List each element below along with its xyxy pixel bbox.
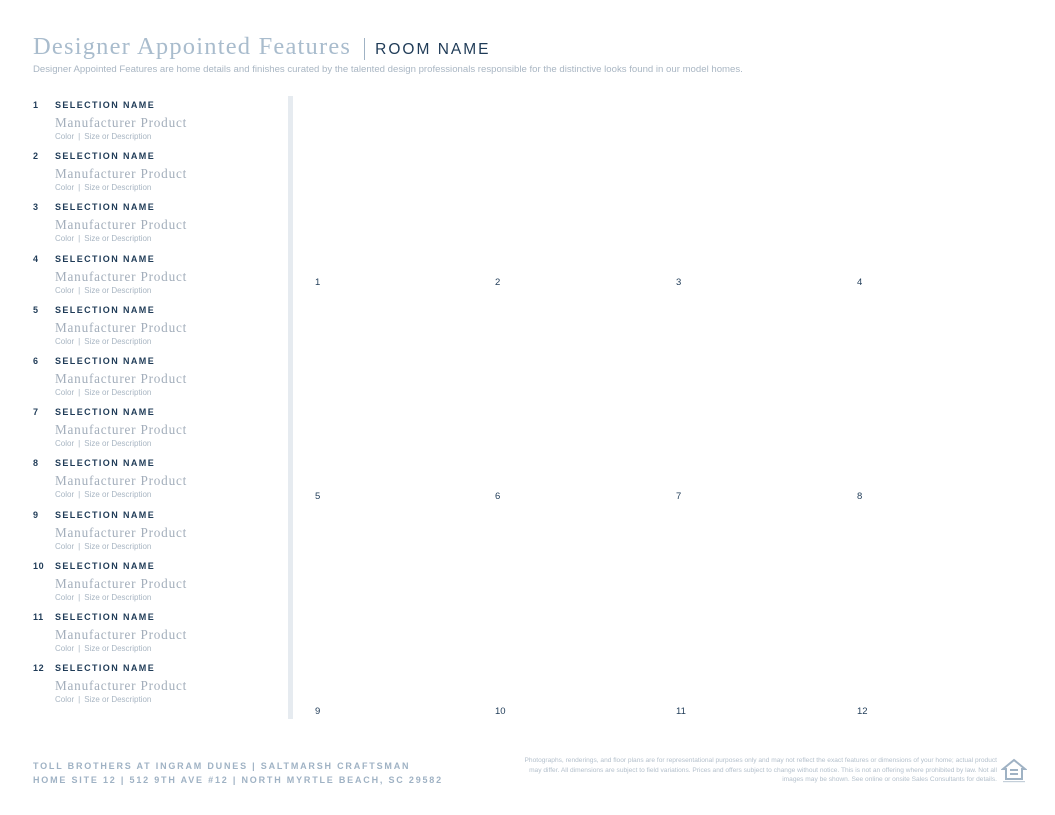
manufacturer-product: Manufacturer Product bbox=[55, 626, 188, 642]
product-color: Color bbox=[55, 592, 75, 602]
product-size: Size or Description bbox=[84, 132, 152, 141]
product-size: Size or Description bbox=[84, 285, 152, 295]
selection-item bbox=[33, 252, 283, 303]
pipe-separator: | bbox=[78, 387, 81, 397]
product-color: Color bbox=[55, 285, 75, 295]
pipe-separator: | bbox=[78, 490, 81, 500]
product-details bbox=[55, 490, 151, 499]
pipe-separator: | bbox=[78, 336, 81, 346]
manufacturer-product: Manufacturer Product bbox=[55, 422, 188, 438]
selection-name: SELECTION NAME bbox=[55, 202, 156, 213]
selection-name: SELECTION NAME bbox=[55, 304, 156, 315]
manufacturer-product: Manufacturer Product bbox=[55, 678, 188, 694]
product-size: Size or Description bbox=[84, 439, 152, 449]
product-color: Color bbox=[55, 643, 75, 653]
product-size: Size or Description bbox=[84, 387, 152, 397]
product-details bbox=[55, 337, 151, 346]
selection-number: 3 bbox=[33, 202, 39, 213]
selection-item bbox=[33, 200, 283, 251]
product-size: Size or Description bbox=[84, 490, 152, 500]
vertical-divider bbox=[288, 96, 293, 719]
page-header bbox=[33, 33, 1023, 75]
selection-number: 1 bbox=[33, 100, 39, 110]
image-slot-number: 12 bbox=[857, 706, 868, 717]
selection-name: SELECTION NAME bbox=[55, 407, 156, 418]
product-details bbox=[55, 286, 151, 295]
pipe-separator: | bbox=[78, 695, 81, 705]
selection-number: 4 bbox=[33, 253, 39, 264]
product-color: Color bbox=[55, 234, 75, 244]
product-color: Color bbox=[55, 336, 75, 346]
selection-name: SELECTION NAME bbox=[55, 100, 156, 110]
product-color: Color bbox=[55, 132, 75, 141]
image-slot-number: 1 bbox=[315, 277, 321, 288]
pipe-separator: | bbox=[78, 132, 81, 141]
selection-list bbox=[33, 98, 283, 712]
selection-number: 7 bbox=[33, 407, 39, 418]
product-size: Size or Description bbox=[84, 643, 152, 653]
selection-number: 9 bbox=[33, 509, 39, 520]
selection-number: 5 bbox=[33, 304, 39, 315]
selection-number: 2 bbox=[33, 151, 39, 162]
manufacturer-product: Manufacturer Product bbox=[55, 473, 188, 489]
manufacturer-product: Manufacturer Product bbox=[55, 268, 188, 284]
title-row bbox=[33, 33, 1023, 61]
selection-name: SELECTION NAME bbox=[55, 560, 156, 571]
selection-item bbox=[33, 559, 283, 610]
manufacturer-product: Manufacturer Product bbox=[55, 370, 188, 386]
selection-item bbox=[33, 508, 283, 559]
product-details bbox=[55, 542, 151, 551]
selection-number: 12 bbox=[33, 663, 45, 674]
image-slot-number: 10 bbox=[495, 706, 506, 717]
selection-item bbox=[33, 610, 283, 661]
page-title: Designer Appointed Features bbox=[33, 33, 352, 60]
image-slot-number: 3 bbox=[676, 277, 682, 288]
product-size: Size or Description bbox=[84, 336, 152, 346]
product-size: Size or Description bbox=[84, 541, 152, 551]
selection-name: SELECTION NAME bbox=[55, 355, 156, 366]
selection-item bbox=[33, 149, 283, 200]
selection-item bbox=[33, 98, 283, 149]
footer-community: TOLL BROTHERS AT INGRAM DUNES | SALTMARSH CRAFTSMAN bbox=[33, 761, 411, 771]
selection-number: 6 bbox=[33, 355, 39, 366]
product-color: Color bbox=[55, 439, 75, 449]
manufacturer-product: Manufacturer Product bbox=[55, 217, 188, 233]
image-slot-number: 6 bbox=[495, 491, 501, 502]
selection-item bbox=[33, 354, 283, 405]
selection-number: 8 bbox=[33, 458, 39, 469]
disclaimer: Photographs, renderings, and floor plans are for representational purposes only and may not reflect the exact features or dimensions of your home; actual product may differ. All dimensions are subject to field variations. Prices and offers subject to change without notice. This is not an offering where prohibited by law. Not all images may be shown. See online or onsite Sales Consultants for details. bbox=[524, 757, 997, 783]
page-subtitle: Designer Appointed Features are home details and finishes curated by the talented design professionals responsible for the distinctive looks found in our model homes. bbox=[33, 64, 743, 75]
pipe-separator: | bbox=[78, 183, 81, 193]
product-color: Color bbox=[55, 183, 75, 193]
pipe-separator: | bbox=[78, 643, 81, 653]
image-slot-number: 9 bbox=[315, 706, 321, 717]
product-details bbox=[55, 439, 151, 448]
room-name: ROOM NAME bbox=[375, 41, 491, 58]
product-details bbox=[55, 593, 151, 602]
product-color: Color bbox=[55, 695, 75, 705]
product-color: Color bbox=[55, 541, 75, 551]
selection-item bbox=[33, 303, 283, 354]
selection-name: SELECTION NAME bbox=[55, 151, 156, 162]
manufacturer-product: Manufacturer Product bbox=[55, 115, 188, 130]
footer-home-site: HOME SITE 12 | 512 9TH AVE #12 | NORTH MYRTLE BEACH, SC 29582 bbox=[33, 775, 443, 785]
selection-item bbox=[33, 661, 283, 712]
selection-item bbox=[33, 405, 283, 456]
product-size: Size or Description bbox=[84, 183, 152, 193]
product-details bbox=[55, 183, 151, 192]
equal-housing-opportunity-icon bbox=[1001, 757, 1027, 783]
pipe-separator: | bbox=[78, 541, 81, 551]
selection-number: 10 bbox=[33, 560, 45, 571]
pipe-separator: | bbox=[78, 592, 81, 602]
selection-number: 11 bbox=[33, 611, 44, 622]
image-slot-number: 4 bbox=[857, 277, 863, 288]
image-slot-number: 8 bbox=[857, 491, 863, 502]
selection-name: SELECTION NAME bbox=[55, 509, 156, 520]
image-slot-number: 7 bbox=[676, 491, 682, 502]
product-details bbox=[55, 644, 151, 653]
title-divider bbox=[364, 38, 365, 60]
manufacturer-product: Manufacturer Product bbox=[55, 166, 188, 182]
selection-item bbox=[33, 456, 283, 507]
pipe-separator: | bbox=[78, 234, 81, 244]
selection-name: SELECTION NAME bbox=[55, 458, 156, 469]
selection-name: SELECTION NAME bbox=[55, 663, 156, 674]
manufacturer-product: Manufacturer Product bbox=[55, 319, 188, 335]
product-details bbox=[55, 132, 151, 141]
footer-address bbox=[33, 759, 443, 787]
product-color: Color bbox=[55, 387, 75, 397]
selection-name: SELECTION NAME bbox=[55, 253, 156, 264]
product-details bbox=[55, 388, 151, 397]
pipe-separator: | bbox=[78, 439, 81, 449]
manufacturer-product: Manufacturer Product bbox=[55, 524, 188, 540]
image-slot-number: 11 bbox=[676, 706, 686, 717]
product-details bbox=[55, 695, 151, 704]
pipe-separator: | bbox=[78, 285, 81, 295]
image-slot-number: 2 bbox=[495, 277, 501, 288]
image-slot-number: 5 bbox=[315, 491, 321, 502]
manufacturer-product: Manufacturer Product bbox=[55, 575, 188, 591]
product-size: Size or Description bbox=[84, 695, 152, 705]
product-details bbox=[55, 234, 151, 243]
product-size: Size or Description bbox=[84, 592, 152, 602]
selection-name: SELECTION NAME bbox=[55, 611, 156, 622]
product-size: Size or Description bbox=[84, 234, 152, 244]
product-color: Color bbox=[55, 490, 75, 500]
